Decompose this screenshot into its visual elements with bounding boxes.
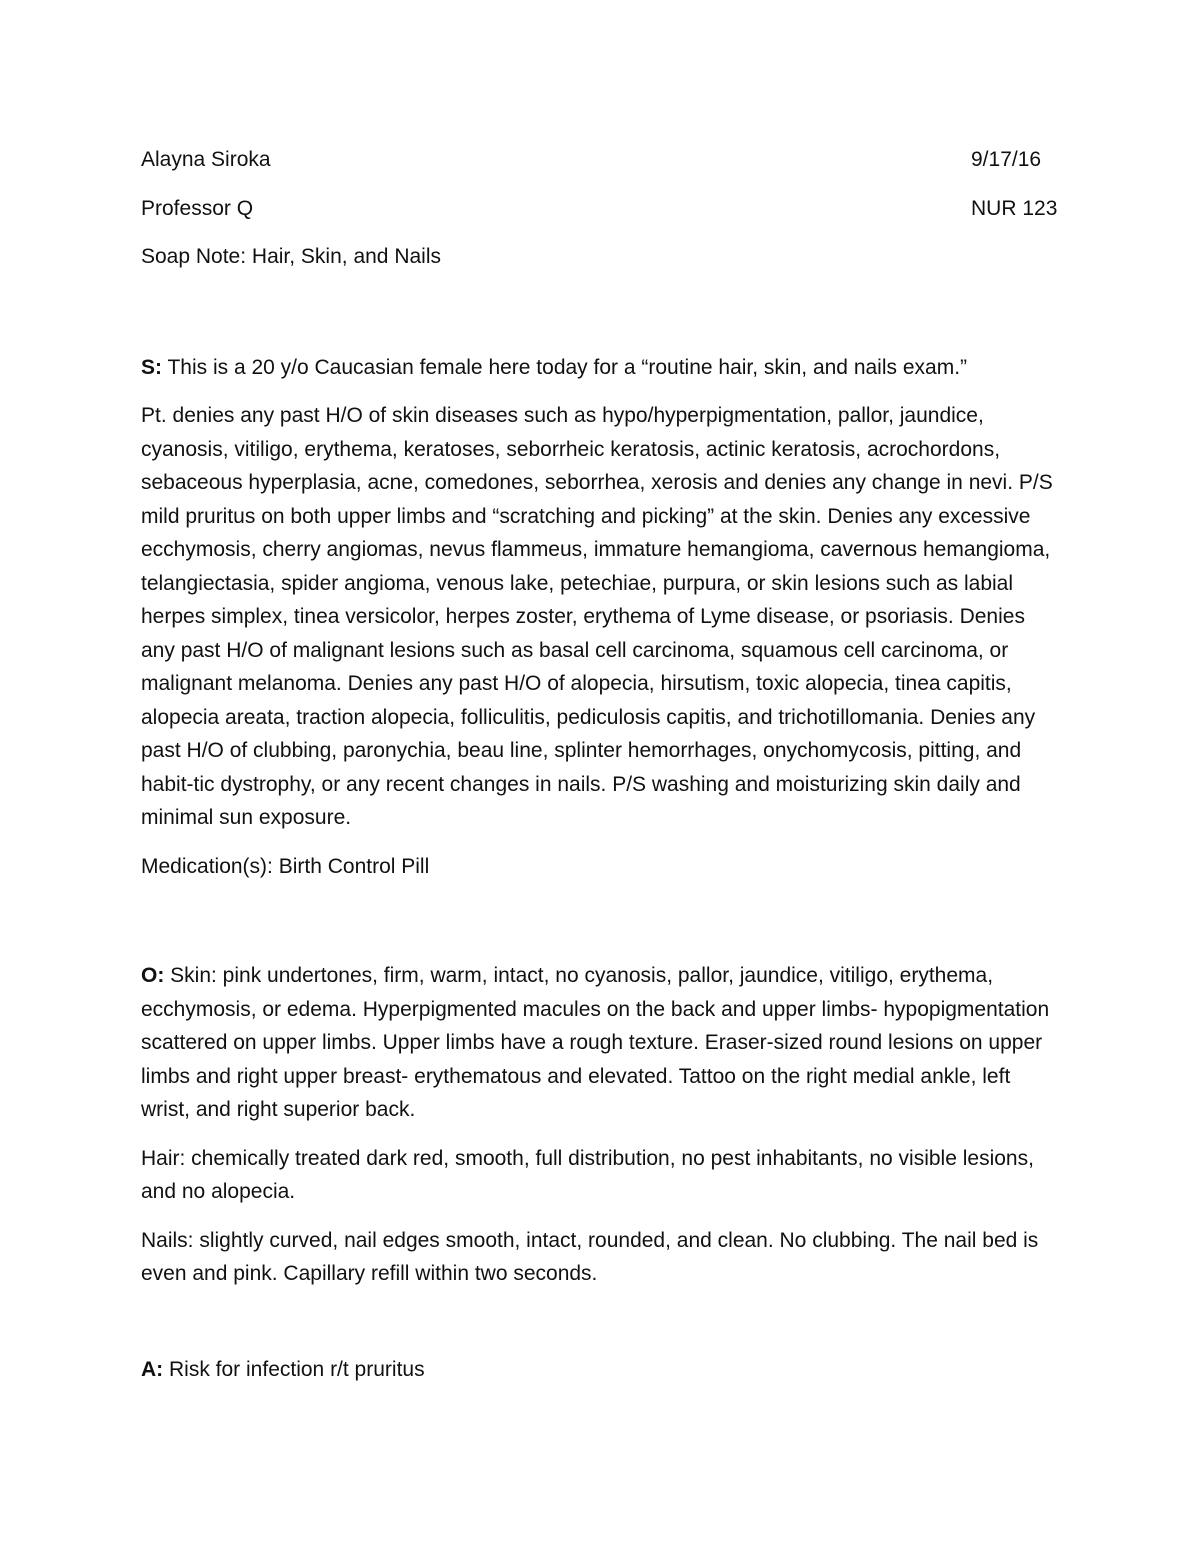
- assessment-label: A:: [141, 1357, 164, 1381]
- header-row-professor-course: [141, 192, 1061, 226]
- document-title: Soap Note: Hair, Skin, and Nails: [141, 245, 441, 268]
- subjective-history: Pt. denies any past H/O of skin diseases such as hypo/hyperpigmentation, pallor, jaundice, cyanosis, vitiligo, erythema, keratoses, seborrheic keratosis, actinic keratosis, acrochordons, sebaceous hyperplasia, acne, comedones, seborrhea, xerosis and denies any change in nevi. P/S mild pruritus on both upper limbs and “scratching and picking” at the skin. Denies any excessive ecchymosis, cherry angiomas, nevus flammeus, immature hemangioma, cavernous hemangioma, telangiectasia, spider angioma, venous lake, petechiae, purpura, or skin lesions such as labial herpes simplex, tinea versicolor, herpes zoster, erythema of Lyme disease, or psoriasis. Denies any past H/O of malignant lesions such as basal cell carcinoma, squamous cell carcinoma, or malignant melanoma. Denies any past H/O of alopecia, hirsutism, toxic alopecia, tinea capitis, alopecia areata, traction alopecia, folliculitis, pediculosis capitis, and trichotillomania. Denies any past H/O of clubbing, paronychia, beau line, splinter hemorrhages, onychomycosis, pitting, and habit-tic dystrophy, or any recent changes in nails. P/S washing and moisturizing skin daily and minimal sun exposure.: [141, 404, 1053, 829]
- objective-skin-text: Skin: pink undertones, firm, warm, intact, no cyanosis, pallor, jaundice, vitiligo, erythema, ecchymosis, or edema. Hyperpigmented macules on the back and upper limbs- hypopigmentation scattered on upper limbs. Upper limbs have a rough texture. Eraser-sized round lesions on upper limbs and right upper breast- erythematous and elevated. Tattoo on the right medial ankle, left wrist, and right superior back.: [141, 964, 1050, 1121]
- date: 9/17/16: [971, 148, 1042, 171]
- subjective-intro: [141, 351, 1061, 385]
- course-code: NUR 123: [971, 196, 1058, 220]
- objective-skin: [141, 959, 1061, 1127]
- professor-name: Professor Q: [141, 196, 254, 220]
- spacer: [141, 898, 1061, 959]
- objective-hair: Hair: chemically treated dark red, smooth, full distribution, no pest inhabitants, no visible lesions, and no alopecia.: [141, 1146, 1034, 1203]
- subjective-intro-text: This is a 20 y/o Caucasian female here today for a “routine hair, skin, and nails exam.”: [162, 355, 968, 379]
- assessment-text: Risk for infection r/t pruritus: [163, 1357, 425, 1381]
- subjective-label: S:: [141, 355, 162, 379]
- medications: Medication(s): Birth Control Pill: [141, 854, 430, 878]
- header-row-name-date: [141, 143, 1061, 177]
- objective-nails: Nails: slightly curved, nail edges smooth, intact, rounded, and clean. No clubbing. The nail bed is even and pink. Capillary refill within two seconds.: [141, 1228, 1039, 1285]
- spacer: [141, 1306, 1061, 1353]
- student-name: Alayna Siroka: [141, 148, 271, 171]
- spacer: [141, 289, 1061, 351]
- document-content: [141, 143, 1061, 1401]
- assessment: [141, 1353, 1061, 1387]
- objective-label: O:: [141, 964, 165, 987]
